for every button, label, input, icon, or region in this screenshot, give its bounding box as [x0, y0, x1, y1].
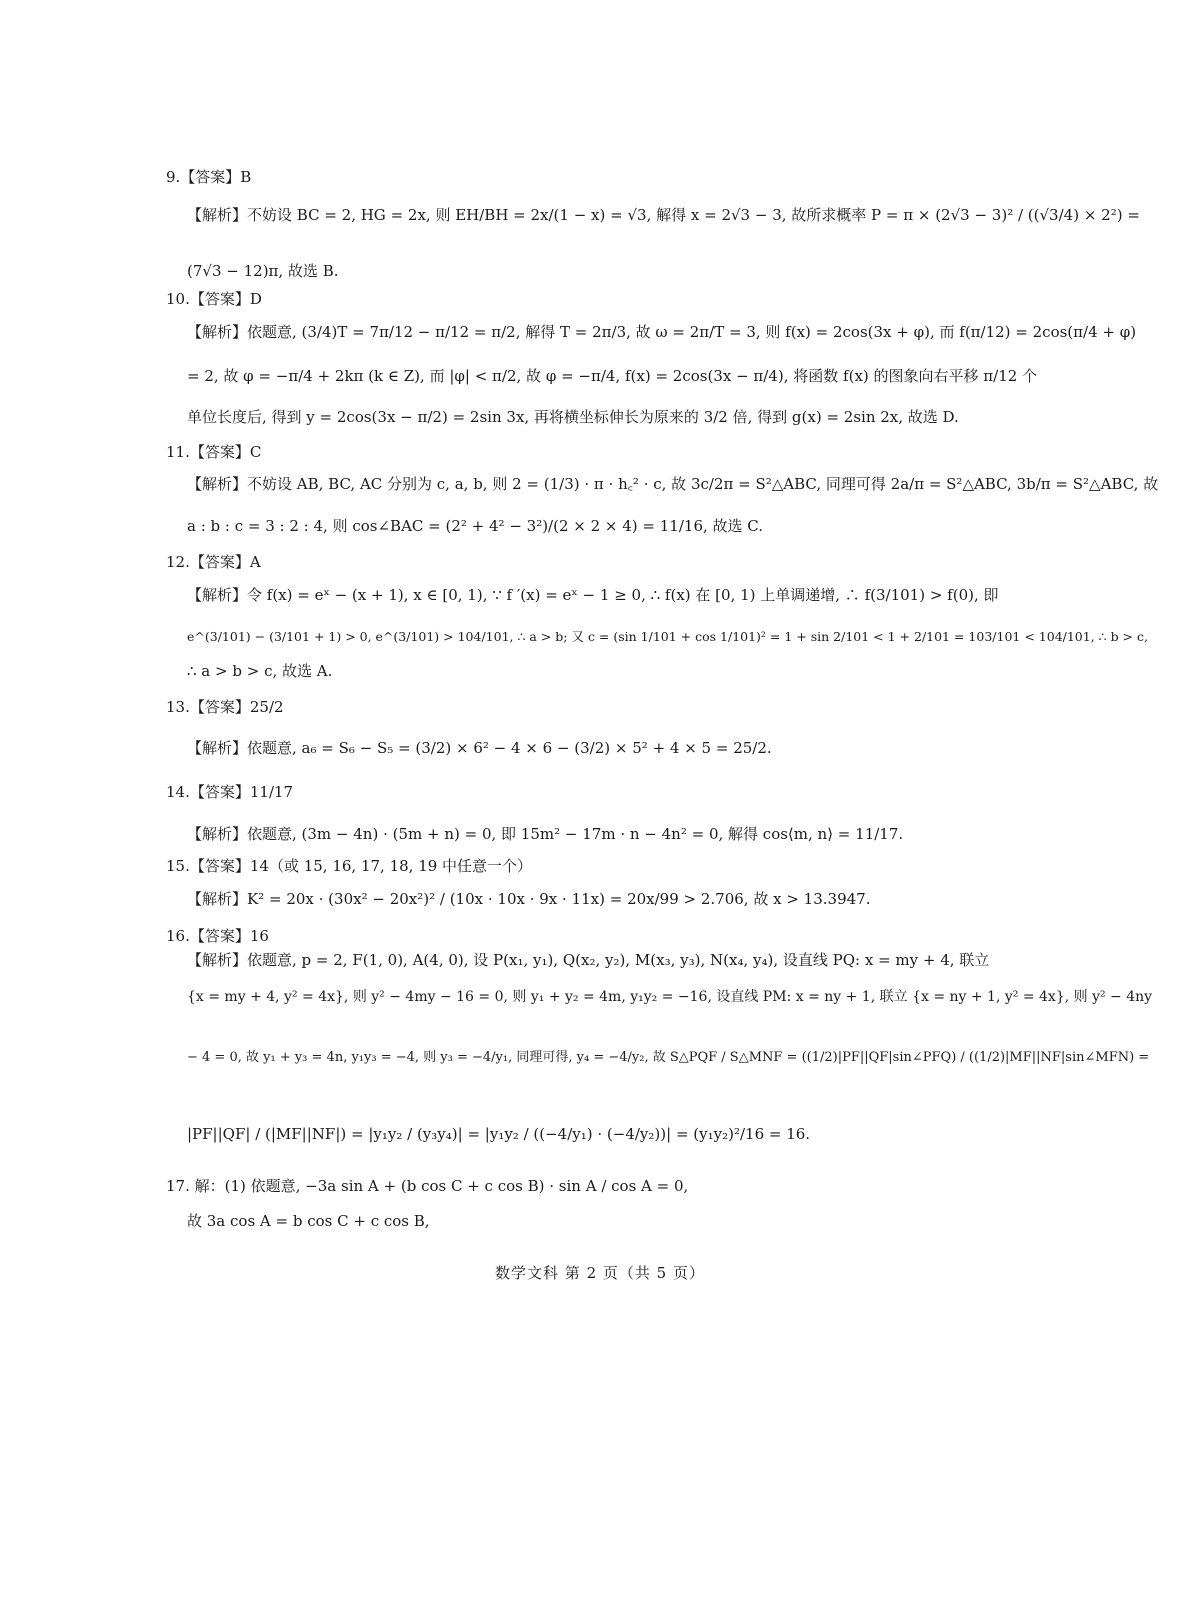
q10-analysis-cont: = 2, 故 φ = −π/4 + 2kπ (k ∈ Z), 而 |φ| < π/2, 故 φ = −π/4, f(x) = 2cos(3x − π/4), 将函数 f(x) 的图象向右平移 π/12 个 [187, 367, 1038, 385]
q16-analysis-cont: {x = my + 4, y² = 4x}, 则 y² − 4my − 16 = 0, 则 y₁ + y₂ = 4m, y₁y₂ = −16, 设直线 PM: x = ny + 1, 联立 {x = ny + 1, y² = 4x}, 则 y² − 4ny [187, 989, 1153, 1005]
q13-answer: 13.【答案】25/2 [166, 698, 284, 716]
q12-analysis-cont-2: ∴ a > b > c, 故选 A. [187, 662, 333, 680]
q10-analysis: 【解析】依题意, (3/4)T = 7π/12 − π/12 = π/2, 解得 T = 2π/3, 故 ω = 2π/T = 3, 则 f(x) = 2cos(3x + φ), 而 f(π/12) = 2cos(π/4 + φ) [187, 323, 1137, 341]
q14-analysis: 【解析】依题意, (3m − 4n) · (5m + n) = 0, 即 15m² − 17m · n − 4n² = 0, 解得 cos⟨m, n⟩ = 11/17. [187, 825, 904, 843]
q13-analysis: 【解析】依题意, a₆ = S₆ − S₅ = (3/2) × 6² − 4 × 6 − (3/2) × 5² + 4 × 5 = 25/2. [187, 739, 772, 757]
q10-answer: 10.【答案】D [166, 290, 262, 308]
q9-answer: 9.【答案】B [166, 168, 252, 186]
page-footer: 数学文科 第 2 页（共 5 页） [495, 1264, 705, 1282]
q12-answer: 12.【答案】A [166, 553, 261, 571]
q12-analysis-cont: e^(3/101) − (3/101 + 1) > 0, e^(3/101) > 104/101, ∴ a > b; 又 c = (sin 1/101 + cos 1/101)² = 1 + sin 2/101 < 1 + 2/101 = 103/101 < 104/101, ∴ b > c, [187, 629, 1148, 644]
q16-analysis-cont-2: − 4 = 0, 故 y₁ + y₃ = 4n, y₁y₃ = −4, 则 y₃ = −4/y₁, 同理可得, y₄ = −4/y₂, 故 S△PQF / S△MNF = ((1/2)|PF||QF|sin∠PFQ) / ((1/2)|MF||NF|sin∠MFN) = [187, 1050, 1150, 1065]
q17-solution: 17. 解：(1) 依题意, −3a sin A + (b cos C + c cos B) · sin A / cos A = 0, [166, 1177, 689, 1195]
q11-analysis-cont: a : b : c = 3 : 2 : 4, 则 cos∠BAC = (2² + 4² − 3²)/(2 × 2 × 4) = 11/16, 故选 C. [187, 517, 764, 535]
q11-answer: 11.【答案】C [166, 443, 262, 461]
q12-analysis: 【解析】令 f(x) = eˣ − (x + 1), x ∈ [0, 1), ∵ f ′(x) = eˣ − 1 ≥ 0, ∴ f(x) 在 [0, 1) 上单调递增, ∴ f(3/101) > f(0), 即 [187, 586, 999, 604]
q16-analysis-cont-3: |PF||QF| / (|MF||NF|) = |y₁y₂ / (y₃y₄)| = |y₁y₂ / ((−4/y₁) · (−4/y₂))| = (y₁y₂)²/16 = 16. [187, 1125, 811, 1143]
q15-analysis: 【解析】K² = 20x · (30x² − 20x²)² / (10x · 10x · 9x · 11x) = 20x/99 > 2.706, 故 x > 13.3947. [187, 890, 871, 908]
q14-answer: 14.【答案】11/17 [166, 783, 294, 801]
q10-analysis-cont-2: 单位长度后, 得到 y = 2cos(3x − π/2) = 2sin 3x, 再将横坐标伸长为原来的 3/2 倍, 得到 g(x) = 2sin 2x, 故选 D. [187, 408, 959, 426]
q9-analysis: 【解析】不妨设 BC = 2, HG = 2x, 则 EH/BH = 2x/(1 − x) = √3, 解得 x = 2√3 − 3, 故所求概率 P = π × (2√3 − 3)² / ((√3/4) × 2²) = [187, 206, 1140, 224]
q9-analysis-cont: (7√3 − 12)π, 故选 B. [187, 262, 339, 280]
q16-analysis: 【解析】依题意, p = 2, F(1, 0), A(4, 0), 设 P(x₁, y₁), Q(x₂, y₂), M(x₃, y₃), N(x₄, y₄), 设直线 PQ: x = my + 4, 联立 [187, 951, 990, 969]
q17-solution-cont: 故 3a cos A = b cos C + c cos B, [187, 1212, 430, 1230]
q11-analysis: 【解析】不妨设 AB, BC, AC 分别为 c, a, b, 则 2 = (1/3) · π · h꜀² · c, 故 3c/2π = S²△ABC, 同理可得 2a/π = S²△ABC, 3b/π = S²△ABC, 故 [187, 475, 1159, 493]
q15-answer: 15.【答案】14（或 15, 16, 17, 18, 19 中任意一个） [166, 857, 533, 875]
q16-answer: 16.【答案】16 [166, 927, 269, 945]
